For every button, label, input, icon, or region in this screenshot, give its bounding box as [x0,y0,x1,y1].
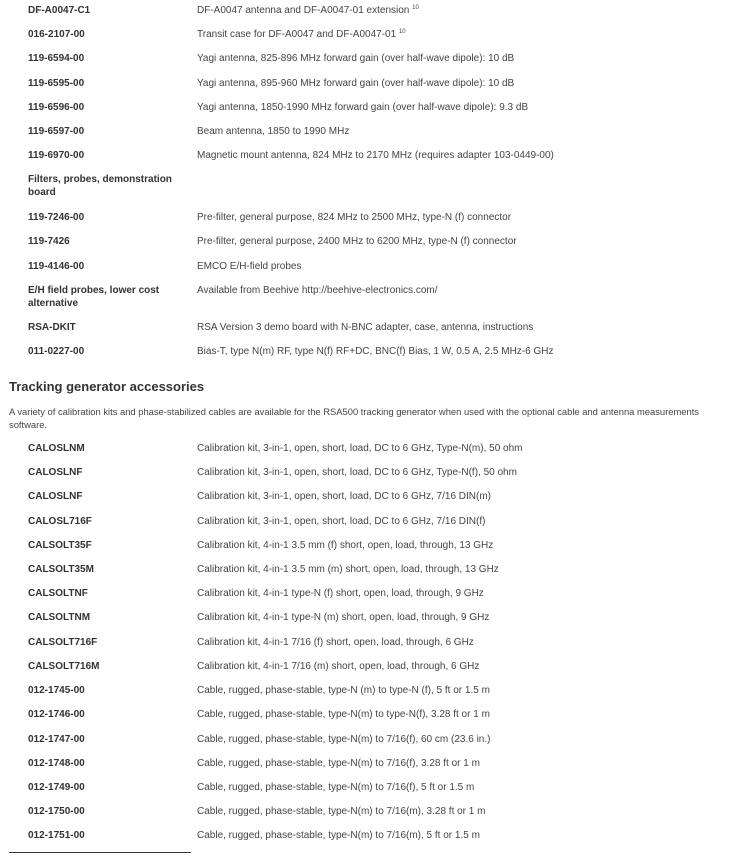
table-row [28,52,728,77]
table-row [28,587,728,611]
part-number: CALSOLTNF [28,588,88,599]
part-description: Calibration kit, 4-in-1 type-N (f) short, open, load, through, 9 GHz [197,588,484,599]
table-row [28,805,728,829]
footnote-marker: 10 [398,29,406,35]
table-row [28,466,728,490]
part-description: Pre-filter, general purpose, 2400 MHz to 6200 MHz, type-N (f) connector [197,236,517,247]
part-number: RSA-DKIT [28,322,76,333]
part-number: CALSOLTNM [28,612,91,623]
footnote-divider [9,852,191,853]
table-row [28,684,728,708]
table-row [28,321,728,345]
table-row [28,515,728,539]
table-row [28,101,728,125]
part-number: 012-1747-00 [28,734,85,745]
part-description: EMCO E/H-field probes [197,261,302,272]
table-row [28,781,728,805]
table-row [28,490,728,515]
part-description: Calibration kit, 4-in-1 7/16 (m) short, open, load, through, 6 GHz [197,661,480,672]
part-description: Cable, rugged, phase-stable, type-N(m) to 7/16(f), 60 cm (23.6 in.) [197,734,491,745]
part-description [197,173,728,211]
table-row [28,733,728,757]
table-row [28,757,728,781]
part-description: Cable, rugged, phase-stable, type-N(m) to type-N(f), 3.28 ft or 1 m [197,709,490,720]
part-number: CALOSLNF [28,491,83,502]
part-description: RSA Version 3 demo board with N-BNC adapter, case, antenna, instructions [197,322,534,333]
part-number: 016-2107-00 [28,29,85,40]
part-description: Yagi antenna, 1850-1990 MHz forward gain (over half-wave dipole): 9.3 dB [197,102,529,113]
table-row [28,28,728,52]
part-number: 119-7246-00 [28,212,85,223]
part-number: 012-1748-00 [28,758,85,769]
part-number: CALSOLT35F [28,540,92,551]
part-number: 012-1745-00 [28,685,85,696]
part-description: Calibration kit, 4-in-1 7/16 (f) short, open, load, through, 6 GHz [197,637,474,648]
section-heading: Tracking generator accessories [9,379,205,394]
table-row [28,611,728,636]
part-description: Available from Beehive http://beehive-electronics.com/ [197,285,438,296]
table-row [28,149,728,173]
table-row [28,4,728,28]
part-description [197,4,728,28]
part-description: Cable, rugged, phase-stable, type-N(m) to 7/16(m), 5 ft or 1.5 m [197,830,480,841]
table-row [28,442,728,466]
part-description: Yagi antenna, 895-960 MHz forward gain (over half-wave dipole): 10 dB [197,78,515,89]
part-description: Calibration kit, 3-in-1, open, short, load, DC to 6 GHz, Type-N(m), 50 ohm [197,443,523,454]
tracking-accessories-table [28,442,728,853]
part-number: CALSOLT716M [28,661,100,672]
table-row [28,636,728,660]
part-description: Pre-filter, general purpose, 824 MHz to 2500 MHz, type-N (f) connector [197,212,512,223]
part-number: 012-1746-00 [28,709,85,720]
part-description [197,28,728,52]
part-description: Calibration kit, 3-in-1, open, short, load, DC to 6 GHz, 7/16 DIN(m) [197,491,492,502]
table-row [28,345,728,369]
table-row [28,235,728,260]
part-number: 012-1749-00 [28,782,85,793]
part-description: Beam antenna, 1850 to 1990 MHz [197,126,350,137]
part-number: 011-0227-00 [28,346,85,357]
table-row [28,660,728,684]
part-number: CALOSLNM [28,443,85,454]
part-number: 119-4146-00 [28,261,85,272]
table-row [28,173,728,211]
part-description: Calibration kit, 3-in-1, open, short, load, DC to 6 GHz, Type-N(f), 50 ohm [197,467,517,478]
table-row [28,563,728,587]
table-row [28,125,728,149]
part-number: 119-6594-00 [28,53,85,64]
table-row [28,829,728,853]
description-text: DF-A0047 antenna and DF-A0047-01 extension [197,5,410,16]
part-number: CALOSLNF [28,467,83,478]
part-number: CALSOLT716F [28,637,98,648]
part-description: Bias-T, type N(m) RF, type N(f) RF+DC, BNC(f) Bias, 1 W, 0.5 A, 2.5 MHz-6 GHz [197,346,554,357]
part-description: Calibration kit, 4-in-1 3.5 mm (f) short, open, load, through, 13 GHz [197,540,494,551]
table-row [28,284,728,321]
table-row [28,260,728,284]
part-description: Yagi antenna, 825-896 MHz forward gain (over half-wave dipole): 10 dB [197,53,515,64]
table-row [28,539,728,563]
part-description: Calibration kit, 4-in-1 type-N (m) short, open, load, through, 9 GHz [197,612,490,623]
category-label: Filters, probes, demonstration board [28,174,172,198]
table-row [28,211,728,235]
part-number: 119-6596-00 [28,102,85,113]
part-description: Calibration kit, 3-in-1, open, short, load, DC to 6 GHz, 7/16 DIN(f) [197,516,486,527]
part-description: Cable, rugged, phase-stable, type-N(m) to 7/16(f), 5 ft or 1.5 m [197,782,475,793]
table-row [28,708,728,733]
part-number: 119-6970-00 [28,150,85,161]
table-row [28,77,728,101]
part-number: 119-6597-00 [28,126,85,137]
part-number: 012-1751-00 [28,830,85,841]
description-text: Transit case for DF-A0047 and DF-A0047-01 [197,29,397,40]
part-number: CALOSL716F [28,516,92,527]
part-description: Calibration kit, 4-in-1 3.5 mm (m) short, open, load, through, 13 GHz [197,564,499,575]
part-description: Cable, rugged, phase-stable, type-N(m) to 7/16(f), 3.28 ft or 1 m [197,758,480,769]
part-number: 119-6595-00 [28,78,85,89]
part-number: 012-1750-00 [28,806,85,817]
part-description: Magnetic mount antenna, 824 MHz to 2170 MHz (requires adapter 103-0449-00) [197,150,554,161]
part-number: CALSOLT35M [28,564,94,575]
part-description: Cable, rugged, phase-stable, type-N(m) to 7/16(m), 3.28 ft or 1 m [197,806,486,817]
footnote-marker: 10 [412,5,419,11]
part-description: Cable, rugged, phase-stable, type-N (m) to type-N (f), 5 ft or 1.5 m [197,685,490,696]
part-number: DF-A0047-C1 [28,5,91,16]
part-number: 119-7426 [28,236,70,247]
accessories-table [28,4,728,369]
category-label: E/H field probes, lower cost alternative [28,285,160,309]
section-intro: A variety of calibration kits and phase-stabilized cables are available for the RSA500 tracking generator when used with the optional cable and antenna measurements software. [9,406,699,430]
